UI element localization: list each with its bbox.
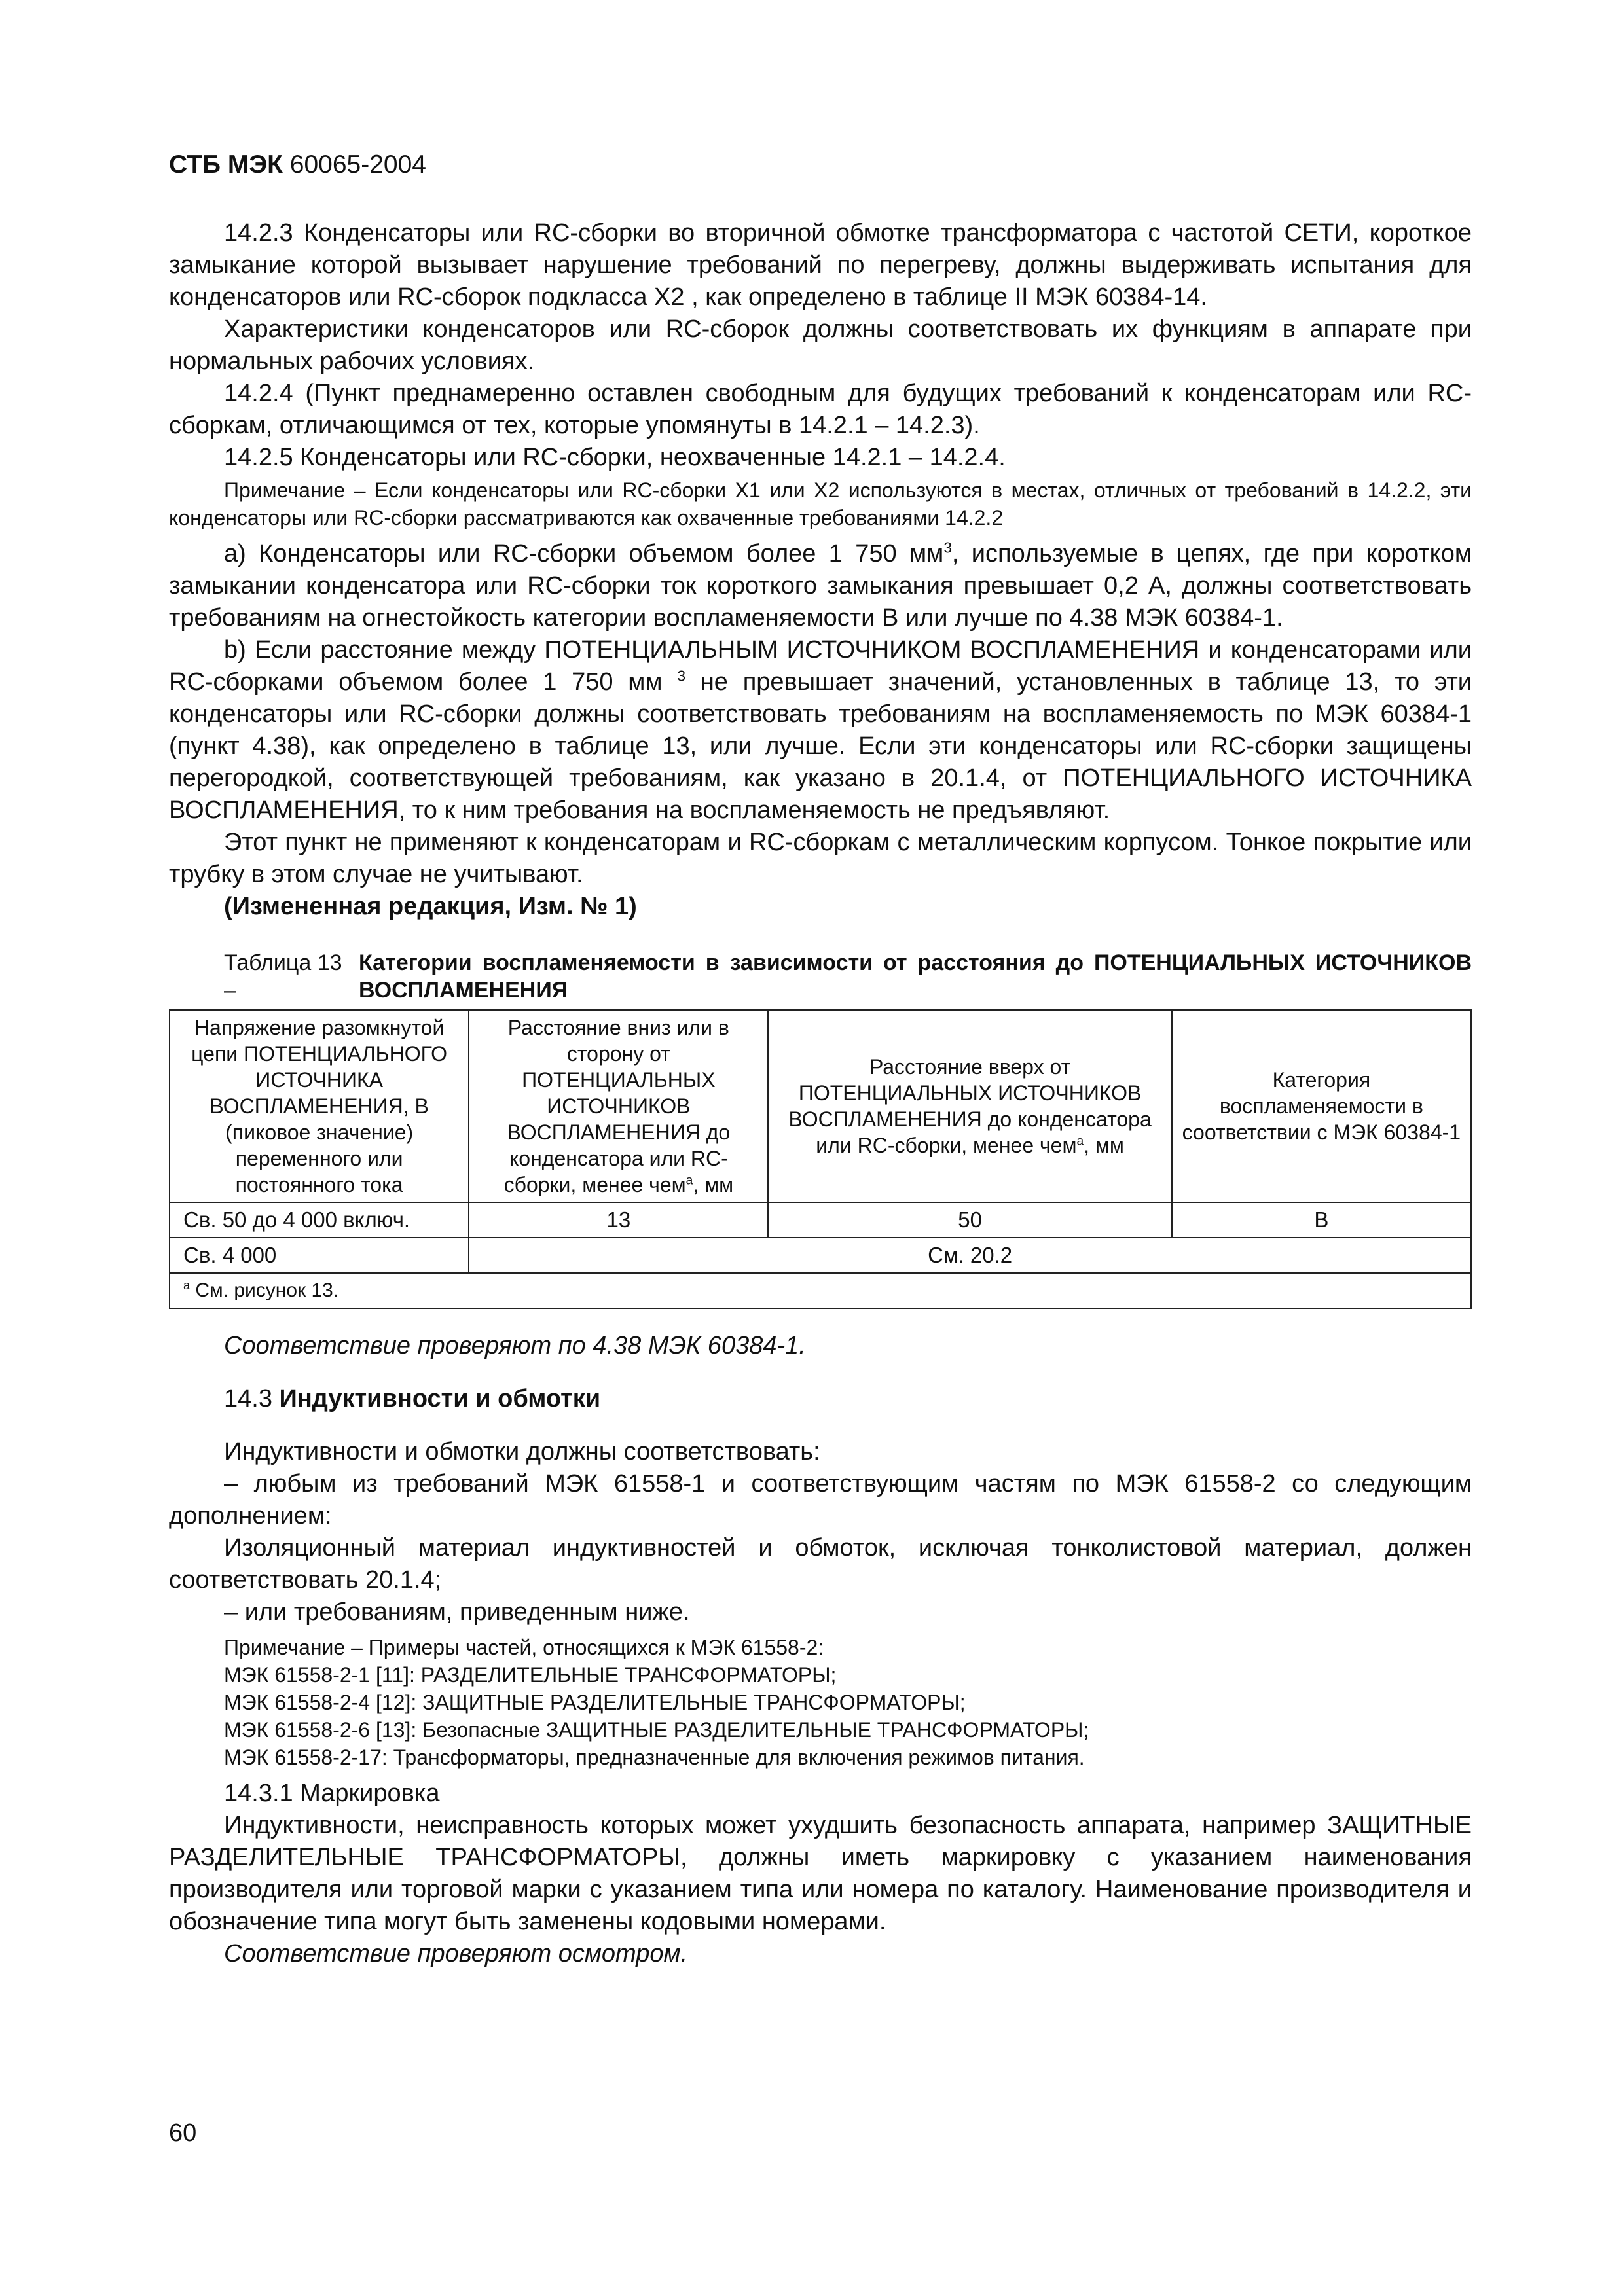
table-caption-label: Таблица 13 – — [224, 950, 342, 1003]
header-distance-down-sup: a — [685, 1174, 693, 1188]
table-header-row — [170, 1010, 1471, 1202]
note-line: МЭК 61558-2-17: Трансформаторы, предназначенные для включения режимов питания. — [224, 1746, 1085, 1769]
paragraph-characteristics: Характеристики конденсаторов или RC-сборок должны соответствовать их функциям в аппарате при нормальных рабочих условиях. — [169, 315, 1472, 375]
header-distance-up-sup: a — [1076, 1134, 1084, 1149]
paragraph-or-requirements: – или требованиям, приведенным ниже. — [224, 1598, 690, 1626]
cell-voltage: Св. 50 до 4 000 включ. — [170, 1202, 469, 1238]
page-header — [169, 151, 1472, 179]
subsection-heading-14-3-1: 14.3.1 Маркировка — [224, 1780, 440, 1807]
paragraph-marking: Индуктивности, неисправность которых может ухудшить безопасность аппарата, например ЗАЩИТНЫЕ РАЗДЕЛИТЕЛЬНЫЕ ТРАНСФОРМАТОРЫ, должны иметь маркировку с указанием наименования производителя или торговой марки с указанием типа или номера по каталогу. Наименование производителя и обозначение типа могут быть заменены кодовыми номерами. — [169, 1812, 1472, 1935]
note-capacitors: Примечание – Если конденсаторы или RC-сборки X1 или X2 используются в местах, отличных от требований в 14.2.2, эти конденсаторы или RC-сборки рассматриваются как охваченные требованиями 14.2.2 — [169, 478, 1472, 529]
paragraph-inductors: Индуктивности и обмотки должны соответствовать: — [224, 1438, 820, 1465]
cell-category: В — [1172, 1202, 1471, 1238]
section-title: Индуктивности и обмотки — [279, 1385, 601, 1412]
table-caption-title: Категории воспламеняемости в зависимости от расстояния до ПОТЕНЦИАЛЬНЫХ ИСТОЧНИКОВ ВОСПЛАМЕНЕНИЯ — [359, 950, 1472, 1003]
page-number: 60 — [169, 2119, 197, 2147]
cell-reference: См. 20.2 — [469, 1238, 1471, 1273]
table-footnote-row — [170, 1273, 1471, 1308]
compliance-check-2: Соответствие проверяют осмотром. — [224, 1940, 688, 1967]
cell-distance-up: 50 — [768, 1202, 1171, 1238]
note-examples — [169, 1634, 1472, 1771]
paragraph-item-a — [169, 538, 1472, 634]
amendment-note: (Измененная редакция, Изм. № 1) — [224, 893, 637, 920]
paragraph-14-2-4: 14.2.4 (Пункт преднамеренно оставлен свободным для будущих требований к конденсаторам или RC-сборкам, отличающимся от тех, которые упомянуты в 14.2.1 – 14.2.3). — [169, 380, 1472, 439]
item-a-text-2: , используемые в цепях, где при коротком замыкании конденсатора или RC-сборки ток короткого замыкания превышает 0,2 А, должны соответствовать требованиям на огнестойкость категории воспламеняемости В или лучше по 4.38 МЭК 60384-1. — [169, 540, 1472, 632]
header-distance-down-text: Расстояние вниз или в сторону от ПОТЕНЦИАЛЬНЫХ ИСТОЧНИКОВ ВОСПЛАМЕНЕНИЯ до конденсатора или RC-сборки, менее чем — [503, 1016, 731, 1196]
paragraph-insulation: Изоляционный материал индуктивностей и обмоток, исключая тонколистовой материал, должен соответствовать 20.1.4; — [169, 1534, 1472, 1594]
document-page — [169, 151, 1472, 1970]
standard-abbrev: СТБ МЭК — [169, 151, 283, 179]
note-line: МЭК 61558-2-4 [12]: ЗАЩИТНЫЕ РАЗДЕЛИТЕЛЬНЫЕ ТРАНСФОРМАТОРЫ; — [224, 1691, 966, 1714]
header-distance-down-unit: , мм — [693, 1173, 734, 1196]
compliance-check-1: Соответствие проверяют по 4.38 МЭК 60384-1. — [224, 1332, 806, 1359]
paragraph-14-2-3: 14.2.3 Конденсаторы или RC-сборки во вторичной обмотке трансформатора с частотой СЕТИ, короткое замыкание которой вызывает нарушение требований по перегреву, должны выдерживать испытания для конденсаторов или RC-сборок подкласса X2 , как определено в таблице II МЭК 60384-14. — [169, 219, 1472, 311]
item-b-superscript: 3 — [677, 667, 686, 685]
note-line: МЭК 61558-2-6 [13]: Безопасные ЗАЩИТНЫЕ РАЗДЕЛИТЕЛЬНЫЕ ТРАНСФОРМАТОРЫ; — [224, 1718, 1089, 1742]
table-footnote — [170, 1273, 1471, 1308]
paragraph-item-b — [169, 634, 1472, 827]
header-category: Категория воспламеняемости в соответствии с МЭК 60384-1 — [1172, 1010, 1471, 1202]
item-a-superscript: 3 — [943, 539, 952, 556]
header-distance-up-unit: , мм — [1084, 1134, 1124, 1157]
footnote-sup: a — [183, 1279, 191, 1292]
header-distance-up — [768, 1010, 1171, 1202]
note-line: Примечание – Примеры частей, относящихся к МЭК 61558-2: — [224, 1636, 824, 1659]
table-row — [170, 1202, 1471, 1238]
table-caption — [169, 949, 1472, 1004]
flammability-table — [169, 1009, 1472, 1309]
header-distance-down — [469, 1010, 768, 1202]
item-a-text-1: a) Конденсаторы или RC-сборки объемом более 1 750 мм — [224, 540, 944, 567]
cell-voltage: Св. 4 000 — [170, 1238, 469, 1273]
paragraph-metal-case: Этот пункт не применяют к конденсаторам и RC-сборкам с металлическим корпусом. Тонкое покрытие или трубку в этом случае не учитывают. — [169, 829, 1472, 888]
section-heading-14-3 — [169, 1383, 1472, 1415]
item-b-text-2: не превышает значений, установленных в таблице 13, то эти конденсаторы или RC-сборки должны соответствовать требованиям на воспламеняемость по МЭК 60384-1 (пункт 4.38), как определено в таблице 13, или лучше. Если эти конденсаторы или RC-сборки защищены перегородкой, соответствующей требованиям, как указано в 20.1.4, от ПОТЕНЦИАЛЬНОГО ИСТОЧНИКА ВОСПЛАМЕНЕНИЯ, то к ним требования на воспламеняемость не предъявляют. — [169, 668, 1472, 824]
note-line: МЭК 61558-2-1 [11]: РАЗДЕЛИТЕЛЬНЫЕ ТРАНСФОРМАТОРЫ; — [224, 1663, 837, 1687]
paragraph-requirements: – любым из требований МЭК 61558-1 и соответствующим частям по МЭК 61558-2 со следующим дополнением: — [169, 1470, 1472, 1530]
table-row — [170, 1238, 1471, 1273]
cell-distance-down: 13 — [469, 1202, 768, 1238]
header-voltage: Напряжение разомкнутой цепи ПОТЕНЦИАЛЬНОГО ИСТОЧНИКА ВОСПЛАМЕНЕНИЯ, В (пиковое значение) переменного или постоянного тока — [170, 1010, 469, 1202]
paragraph-14-2-5: 14.2.5 Конденсаторы или RC-сборки, неохваченные 14.2.1 – 14.2.4. — [224, 444, 1006, 471]
footnote-text: См. рисунок 13. — [195, 1280, 339, 1301]
standard-number: 60065-2004 — [289, 151, 426, 179]
section-number: 14.3 — [224, 1385, 272, 1412]
item-b-text-1: b) Если расстояние между ПОТЕНЦИАЛЬНЫМ ИСТОЧНИКОМ ВОСПЛАМЕНЕНИЯ и конденсаторами или RC-сборками объемом более 1 750 мм — [169, 636, 1472, 696]
header-distance-up-text: Расстояние вверх от ПОТЕНЦИАЛЬНЫХ ИСТОЧНИКОВ ВОСПЛАМЕНЕНИЯ до конденсатора или RC-сборки, менее чем — [788, 1055, 1152, 1157]
